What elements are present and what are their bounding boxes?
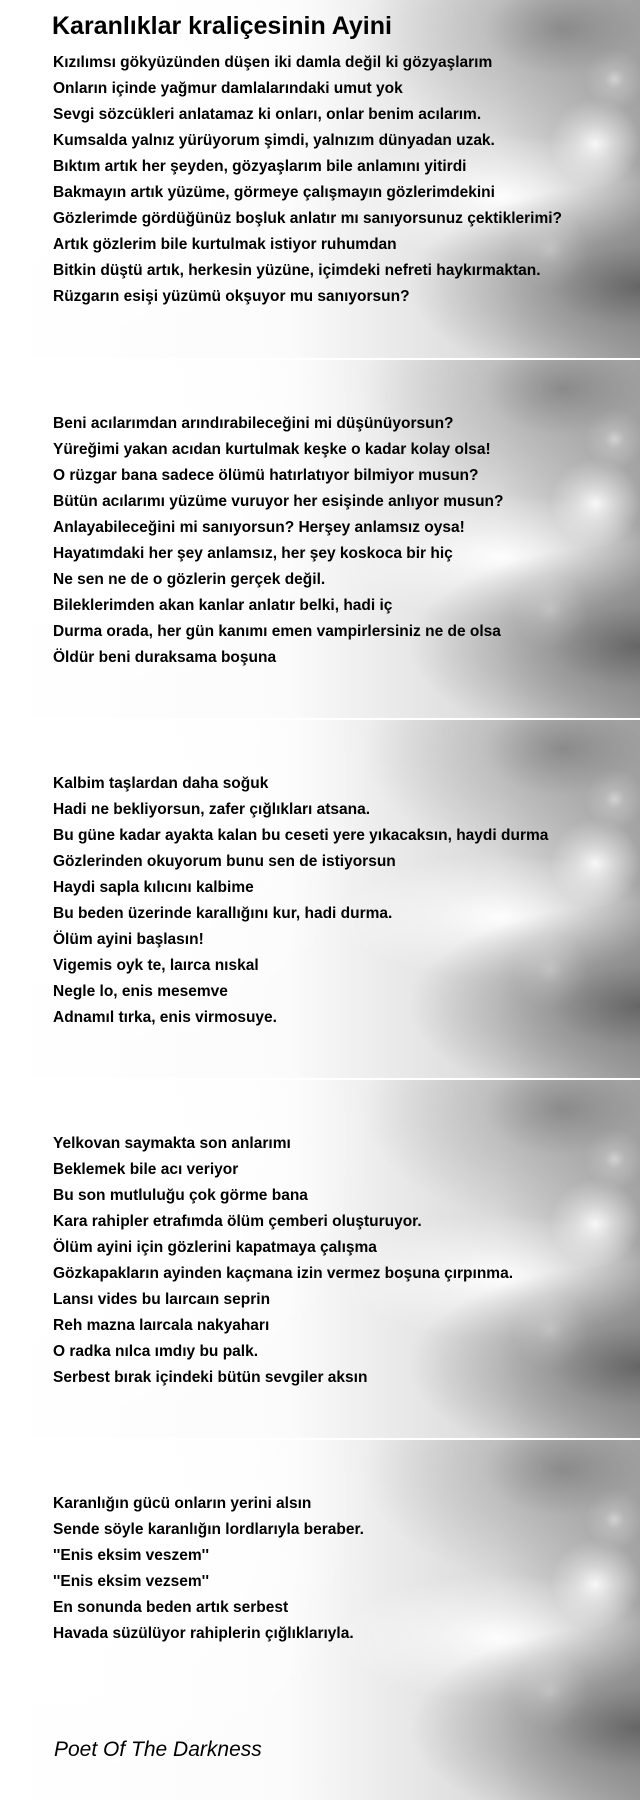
poem-line: Gözkapakların ayinden kaçmana izin vermez boşuna çırpınma. — [53, 1265, 513, 1282]
poem-line: Kalbim taşlardan daha soğuk — [53, 775, 269, 792]
poem-line: Bu beden üzerinde karallığını kur, hadi durma. — [53, 905, 393, 922]
poem-line: Bitkin düştü artık, herkesin yüzüne, içimdeki nefreti haykırmaktan. — [53, 262, 541, 279]
poem-line: Kara rahipler etrafımda ölüm çemberi oluşturuyor. — [53, 1213, 422, 1230]
poem-line: Reh mazna laırcala nakyaharı — [53, 1317, 270, 1334]
poem-line: Bileklerimden akan kanlar anlatır belki, hadi iç — [53, 597, 393, 614]
poem-line: Durma orada, her gün kanımı emen vampirlersiniz ne de olsa — [53, 623, 501, 640]
poem-line: Öldür beni duraksama boşuna — [53, 649, 277, 666]
poem-line: Haydi sapla kılıcını kalbime — [53, 879, 254, 896]
stanza-3 — [53, 771, 548, 1031]
poem-line: Gözlerinden okuyorum bunu sen de istiyorsun — [53, 853, 396, 870]
poem-line: Vigemis oyk te, laırca nıskal — [53, 957, 259, 974]
poem-line: Ölüm ayini için gözlerini kapatmaya çalışma — [53, 1239, 377, 1256]
stanza-5 — [53, 1491, 364, 1647]
poem-line: Bu güne kadar ayakta kalan bu ceseti yere yıkacaksın, haydi durma — [53, 827, 549, 844]
poem-line: Sende söyle karanlığın lordlarıyla beraber. — [53, 1521, 364, 1538]
stanza-1 — [53, 50, 562, 310]
poem-line: Bakmayın artık yüzüme, görmeye çalışmayın gözlerimdekini — [53, 184, 495, 201]
poem-line: Hayatımdaki her şey anlamsız, her şey koskoca bir hiç — [53, 545, 453, 562]
poem-line: Yüreğimi yakan acıdan kurtulmak keşke o kadar kolay olsa! — [53, 441, 491, 458]
poem-line: Bütün acılarımı yüzüme vuruyor her esişinde anlıyor musun? — [53, 493, 504, 510]
poem-line: Bıktım artık her şeyden, gözyaşlarım bile anlamını yitirdi — [53, 158, 467, 175]
poem-line: Yelkovan saymakta son anlarımı — [53, 1135, 291, 1152]
poem-line: Bu son mutluluğu çok görme bana — [53, 1187, 308, 1204]
poem-line: Beklemek bile acı veriyor — [53, 1161, 239, 1178]
poem-line: Ölüm ayini başlasın! — [53, 931, 204, 948]
poem-line: O rüzgar bana sadece ölümü hatırlatıyor bilmiyor musun? — [53, 467, 479, 484]
poem-line: Gözlerimde gördüğünüz boşluk anlatır mı sanıyorsunuz çektiklerimi? — [53, 210, 563, 227]
poem-line: Sevgi sözcükleri anlatamaz ki onları, onlar benim acılarım. — [53, 106, 482, 123]
poem-line: Artık gözlerim bile kurtulmak istiyor ruhumdan — [53, 236, 397, 253]
poem-line: Havada süzülüyor rahiplerin çığlıklarıyla. — [53, 1625, 354, 1642]
poem-line: Ne sen ne de o gözlerin gerçek değil. — [53, 571, 326, 588]
stanza-2 — [53, 411, 503, 671]
poem-line: Rüzgarın esişi yüzümü okşuyor mu sanıyorsun? — [53, 288, 410, 305]
poem-line: ''Enis eksim vezsem'' — [53, 1573, 210, 1590]
stanza-4 — [53, 1131, 513, 1391]
poem-line: Serbest bırak içindeki bütün sevgiler aksın — [53, 1369, 368, 1386]
poem-title: Karanlıklar kraliçesinin Ayini — [52, 12, 392, 40]
poem-line: Anlayabileceğini mi sanıyorsun? Herşey anlamsız oysa! — [53, 519, 465, 536]
poem-line: ''Enis eksim veszem'' — [53, 1547, 210, 1564]
poem-line: Adnamıl tırka, enis virmosuye. — [53, 1009, 277, 1026]
poem-line: En sonunda beden artık serbest — [53, 1599, 289, 1616]
poem-line: Lansı vides bu laırcaın seprin — [53, 1291, 271, 1308]
poem-line: Kumsalda yalnız yürüyorum şimdi, yalnızım dünyadan uzak. — [53, 132, 495, 149]
poem-line: O radka nılca ımdıy bu palk. — [53, 1343, 259, 1360]
poem-line: Kızılımsı gökyüzünden düşen iki damla değil ki gözyaşlarım — [53, 54, 493, 71]
poem-line: Hadi ne bekliyorsun, zafer çığlıkları atsana. — [53, 801, 371, 818]
poem-line: Negle lo, enis mesemve — [53, 983, 228, 1000]
poem-line: Beni acılarımdan arındırabileceğini mi düşünüyorsun? — [53, 415, 454, 432]
poem-line: Karanlığın gücü onların yerini alsın — [53, 1495, 312, 1512]
poem-author: Poet Of The Darkness — [54, 1738, 262, 1761]
poem-line: Onların içinde yağmur damlalarındaki umut yok — [53, 80, 403, 97]
